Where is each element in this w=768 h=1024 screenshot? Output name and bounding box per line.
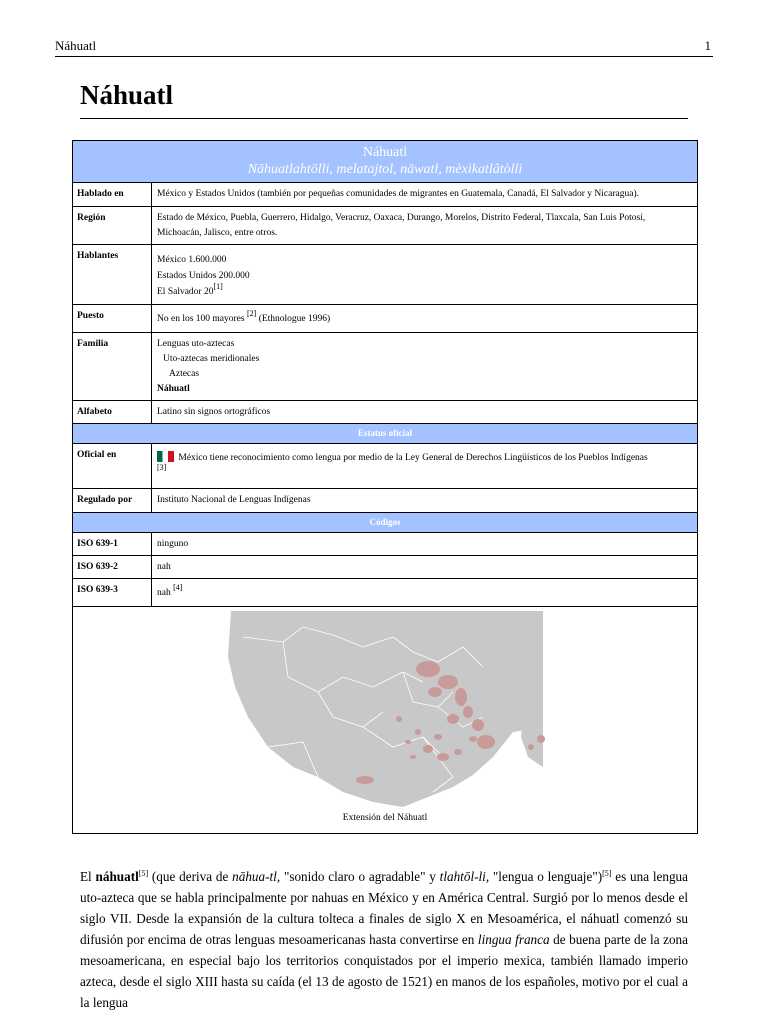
ref-link[interactable]: [1] [213,282,223,291]
speakers-usa: Estados Unidos 200.000 [157,271,250,281]
ref-link[interactable]: [2] [246,309,257,318]
infobox-subtitle: Nāhuatlahtōlli, melatajtol, nāwatl, mèxìkatlâtòlli [247,162,523,177]
row-value [152,245,697,304]
row-label: Familia [73,333,152,400]
map-land [228,611,543,807]
running-head-title: Náhuatl [55,38,97,53]
title-rule [80,118,688,119]
row-iso-639-1 [73,533,697,556]
infobox-title: Náhuatl [362,145,408,160]
row-alfabeto [73,401,697,424]
row-iso-639-3 [73,579,697,607]
ref-link[interactable]: [3] [157,463,167,472]
mexico-flag-icon [157,451,174,462]
nahuatl-distribution-map [223,607,623,807]
page-number: 1 [704,38,711,53]
speakers-mexico: México 1.600.000 [157,255,227,265]
article-paragraph: El náhuatl[5] (que deriva de nāhua-tl, "sonido claro o agradable" y tlahtōl-li, "lengua o lenguaje")[5] es una lengua uto-azteca que se habla principalmente por nahuas en México y en América Central. Surgió por lo menos desde el siglo VII. Desde la expansión de la cultura tolteca a finales de siglo X en Mesoamérica, el náhuatl comenzó su difusión por encima de otras lenguas mesoamericanas hasta convertirse en lingua franca de buena parte de la zona mesoamericana, en especial bajo los territorios conquistados por el imperio mexica, también llamado imperio azteca, desde el siglo XIII hasta su caída (el 13 de agosto de 1521) en manos de los españoles, motivo por el cual a la lengua [80,869,689,1010]
link-lingua-franca[interactable]: lingua franca [477,932,550,947]
row-label: ISO 639-1 [73,533,152,555]
row-label: Regulado por [73,489,152,512]
row-label: Puesto [73,305,152,332]
row-label: Región [73,207,152,244]
page-title: Náhuatl [80,80,174,110]
running-head [55,38,713,57]
row-iso-639-2 [73,556,697,579]
row-value: nah [4] [157,583,183,598]
row-value: nah [157,562,171,572]
family-level-3: Aztecas [169,369,200,379]
section-estatus-oficial: Estatus oficial [73,424,697,444]
row-label: Hablantes [73,245,152,304]
row-value [152,333,697,400]
row-regulado-por [73,489,697,513]
row-value: Instituto Nacional de Lenguas Indígenas [157,495,311,505]
row-label: Oficial en [73,444,152,488]
family-level-1: Lenguas uto-aztecas [157,339,235,349]
row-value: ninguno [157,539,189,549]
ref-link[interactable]: [5] [138,869,149,878]
term-nahuatl: náhuatl [95,869,139,884]
row-value: México tiene reconocimiento como lengua por medio de la Ley General de Derechos Lingüísticos de los Pueblos Indígenas [3] [157,453,648,472]
family-level-4: Náhuatl [157,384,190,394]
map-caption: Extensión del Náhuatl [342,813,428,823]
ref-link[interactable]: [5] [602,869,612,878]
infobox-header [73,141,697,183]
ref-link[interactable]: [4] [173,583,183,592]
row-label: ISO 639-2 [73,556,152,578]
map-cell [73,607,697,833]
speakers-el-salvador: El Salvador 20[1] [157,282,223,297]
row-label: ISO 639-3 [73,579,152,606]
row-region [73,207,697,245]
row-label: Alfabeto [73,401,152,423]
row-value: No en los 100 mayores [2] (Ethnologue 1996) [157,309,331,324]
row-value: México y Estados Unidos (también por pequeñas comunidades de migrantes en Guatemala, Canadá, El Salvador y Nicaragua). [157,189,639,199]
row-value: Latino sin signos ortográficos [157,407,271,417]
row-hablantes [73,245,697,305]
row-value: Estado de México, Puebla, Guerrero, Hidalgo, Veracruz, Oaxaca, Durango, Morelos, Distrito Federal, Tlaxcala, San Luis Potosí, Michoacán, Jalisco, entre otros. [157,213,646,238]
row-familia [73,333,697,401]
row-puesto [73,305,697,333]
row-hablado-en [73,183,697,207]
infobox [72,140,698,834]
row-label: Hablado en [73,183,152,206]
family-level-2: Uto-aztecas meridionales [163,354,260,364]
row-oficial-en [73,444,697,489]
section-codigos: Códigos [73,513,697,533]
